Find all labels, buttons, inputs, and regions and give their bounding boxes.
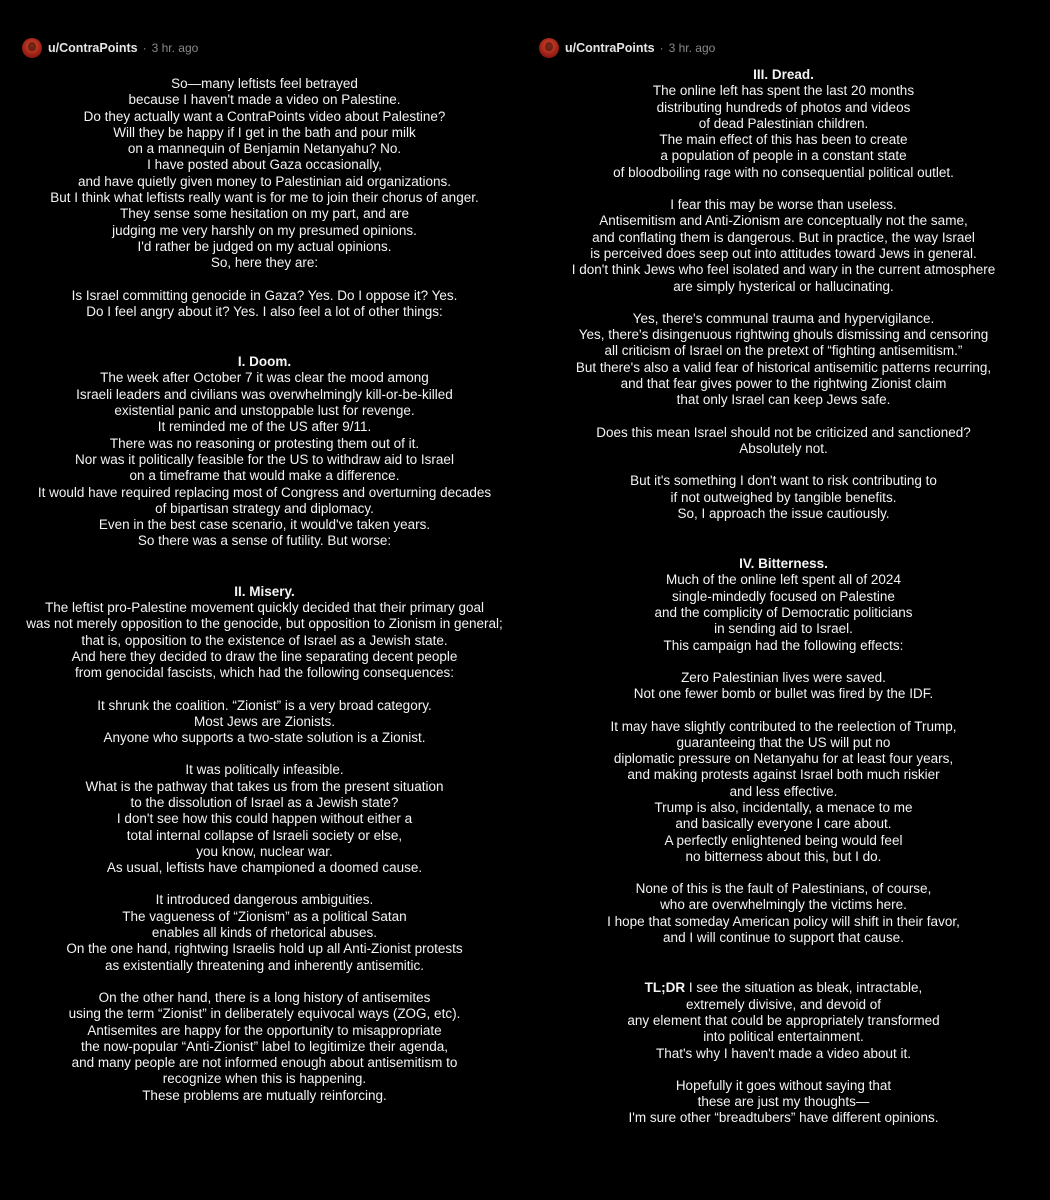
tldr-label: TL;DR [644, 980, 686, 996]
useless-paragraph: I fear this may be worse than useless. Antisemitism and Anti-Zionism are conceptually not the same, and conflating them is dangerous. But in practice, the way Israel is perceived does seep out into attitudes toward Jews in general. I don't think Jews who feel isolated and wary in the current atmosphere are simply hysterical or hallucinating. [571, 197, 996, 294]
post-header-left [22, 38, 507, 58]
meta-separator: · [142, 41, 147, 55]
ambiguities-paragraph: It introduced dangerous ambiguities. The vagueness of “Zionism” as a political Satan enables all kinds of rhetorical abuses. On the one hand, rightwing Israelis hold up all Anti-Zionist protests as existentially threatening and inherently antisemitic. [66, 892, 463, 973]
post-right [525, 0, 1050, 1200]
post-body-right [539, 67, 1028, 1127]
post-body-left [22, 76, 507, 1104]
username[interactable]: u/ContraPoints [565, 41, 655, 55]
section-heading-bitterness: IV. Bitterness. [739, 556, 828, 572]
intro-paragraph: So—many leftists feel betrayed because I haven't made a video on Palestine. Do they actually want a ContraPoints video about Palestine? Will they be happy if I get in the bath and pour milk on a mannequin of Benjamin Netanyahu? No. I have posted about Gaza occasionally, and have quietly given money to Palestinian aid organizations. But I think what leftists really want is for me to join their chorus of anger. They sense some hesitation on my part, and are judging me very harshly on my presumed opinions. I'd rather be judged on my actual opinions. So, here they are: [50, 76, 479, 271]
zero-lives-paragraph: Zero Palestinian lives were saved. Not one fewer bomb or bullet was fired by the IDF. [633, 669, 934, 702]
coalition-paragraph: It shrunk the coalition. “Zionist” is a very broad category. Most Jews are Zionists. Anyone who supports a two-state solution is a Zionist. [97, 697, 432, 746]
trauma-paragraph: Yes, there's communal trauma and hypervigilance. Yes, there's disingenuous rightwing ghouls dismissing and censoring all criticism of Israel on the pretext of “fighting antisemitism.” But there's also a valid fear of historical antisemitic patterns recurring, and that fear gives power to the rightwing Zionist claim that only Israel can keep Jews safe. [575, 310, 992, 408]
user-avatar-icon[interactable] [539, 38, 559, 58]
bitterness-paragraph: Much of the online left spent all of 2024 single-mindedly focused on Palestine and the complicity of Democratic politicians in sending aid to Israel. This campaign had the following effects: [654, 572, 913, 653]
post-header-right [539, 38, 1028, 58]
fault-paragraph: None of this is the fault of Palestinians, of course, who are overwhelmingly the victims here. I hope that someday American policy will shift in their favor, and I will continue to support that cause. [607, 881, 960, 946]
tldr-text: I see the situation as bleak, intractable, extremely divisive, and devoid of any element that could be appropriately transformed into political entertainment. That's why I haven't made a video about it. [627, 980, 940, 1061]
post-time: 3 hr. ago [151, 41, 199, 55]
answers-paragraph: Is Israel committing genocide in Gaza? Yes. Do I oppose it? Yes. Do I feel angry about it? Yes. I also feel a lot of other things: [71, 287, 458, 319]
risk-paragraph: But it's something I don't want to risk contributing to if not outweighed by tangible benefits. So, I approach the issue cautiously. [630, 473, 937, 521]
user-avatar-icon[interactable] [22, 38, 42, 58]
meta-separator: · [659, 41, 664, 55]
tldr-paragraph [539, 980, 1028, 1061]
section-heading-misery: II. Misery. [234, 583, 295, 599]
username[interactable]: u/ContraPoints [48, 41, 138, 55]
other-hand-paragraph: On the other hand, there is a long history of antisemites using the term “Zionist” in deliberately equivocal ways (ZOG, etc). Antisemites are happy for the opportunity to misappropriate the now-popular “Anti-Zionist” label to legitimize their agenda, and many people are not informed enough about antisemitism to recognize when this is happening. These problems are mutually reinforcing. [68, 989, 461, 1103]
section-heading-doom: I. Doom. [237, 354, 292, 370]
closing-paragraph: Hopefully it goes without saying that these are just my thoughts— I'm sure other “breadtubers” have different opinions. [628, 1077, 939, 1126]
post-time: 3 hr. ago [668, 41, 716, 55]
section-heading-dread: III. Dread. [753, 67, 814, 82]
trump-paragraph: It may have slightly contributed to the reelection of Trump, guaranteeing that the US will put no diplomatic pressure on Netanyahu for at least four years, and making protests against Israel both much riskier and less effective. Trump is also, incidentally, a menace to me and basically everyone I care about. A perfectly enlightened being would feel no bitterness about this, but I do. [610, 718, 957, 864]
infeasible-paragraph: It was politically infeasible. What is the pathway that takes us from the present situation to the dissolution of Israel as a Jewish state? I don't see how this could happen without either a total internal collapse of Israeli society or else, you know, nuclear war. As usual, leftists have championed a doomed cause. [85, 762, 444, 876]
dread-paragraph: The online left has spent the last 20 months distributing hundreds of photos and videos of dead Palestinian children. The main effect of this has been to create a population of people in a constant state of bloodboiling rage with no consequential political outlet. [613, 83, 954, 180]
doom-paragraph: The week after October 7 it was clear the mood among Israeli leaders and civilians was overwhelmingly kill-or-be-killed existential panic and unstoppable lust for revenge. It reminded me of the US after 9/11. There was no reasoning or protesting them out of it. Nor was it politically feasible for the US to withdraw aid to Israel on a timeframe that would make a difference. It would have required replacing most of Congress and overturning decades of bipartisan strategy and diplomacy. Even in the best case scenario, it would've taken years. So there was a sense of futility. But worse: [37, 370, 492, 549]
criticized-paragraph: Does this mean Israel should not be criticized and sanctioned? Absolutely not. [596, 424, 971, 456]
misery-paragraph: The leftist pro-Palestine movement quickly decided that their primary goal was not merely opposition to the genocide, but opposition to Zionism in general; that is, opposition to the existence of Israel as a Jewish state. And here they decided to draw the line separating decent people from genocidal fascists, which had the following consequences: [26, 600, 503, 681]
